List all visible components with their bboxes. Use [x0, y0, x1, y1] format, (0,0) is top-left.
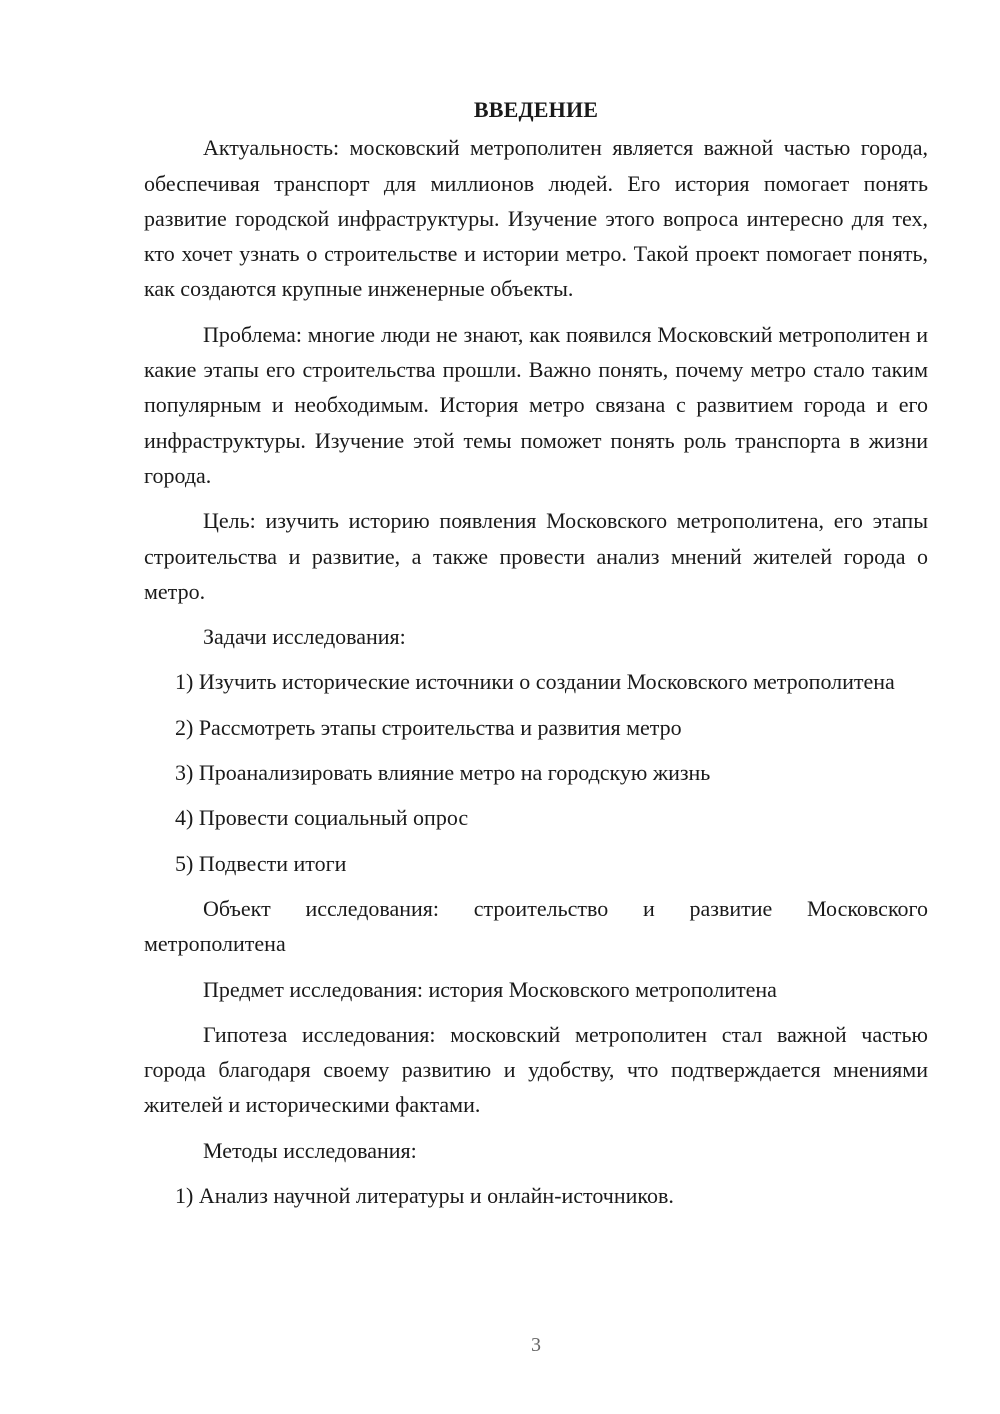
paragraph-object: Объект исследования: строительство и развитие Московского метрополитена [144, 895, 928, 957]
page-number: 3 [531, 1334, 541, 1356]
paragraph-methods-heading: Методы исследования: [203, 1137, 417, 1163]
paragraph-tasks-heading: Задачи исследования: [203, 624, 406, 650]
paragraph-goal: Цель: изучить историю появления Московского метрополитена, его этапы строительства и развитие, а также провести анализ мнений жителей города о метро. [144, 508, 928, 604]
paragraph-problem: Проблема: многие люди не знают, как появился Московский метрополитен и какие этапы его строительства прошли. Важно понять, почему метро стало таким популярным и необходимым. История метро связана с развитием города и его инфраструктуры. Изучение этой темы поможет понять роль транспорта в жизни города. [144, 321, 928, 488]
document-page [144, 92, 928, 1223]
paragraph-subject: Предмет исследования: история Московского метрополитена [203, 976, 777, 1002]
list-item-task-1: 1) Изучить исторические источники о создании Московского метрополитена [175, 669, 895, 695]
list-item-task-2: 2) Рассмотреть этапы строительства и развития метро [175, 714, 682, 740]
page-title: ВВЕДЕНИЕ [473, 97, 599, 122]
list-item-task-4: 4) Провести социальный опрос [175, 805, 469, 831]
list-item-method-1: 1) Анализ научной литературы и онлайн-источников. [175, 1183, 674, 1209]
list-item-task-3: 3) Проанализировать влияние метро на городскую жизнь [175, 760, 711, 786]
paragraph-relevance: Актуальность: московский метрополитен является важной частью города, обеспечивая транспорт для миллионов людей. Его история помогает понять развитие городской инфраструктуры. Изучение этого вопроса интересно для тех, кто хочет узнать о строительстве и истории метро. Такой проект помогает понять, как создаются крупные инженерные объекты. [144, 135, 928, 302]
paragraph-hypothesis: Гипотеза исследования: московский метрополитен стал важной частью города благодаря своему развитию и удобству, что подтверждается мнениями жителей и историческими фактами. [144, 1021, 928, 1118]
list-item-task-5: 5) Подвести итоги [175, 850, 347, 876]
